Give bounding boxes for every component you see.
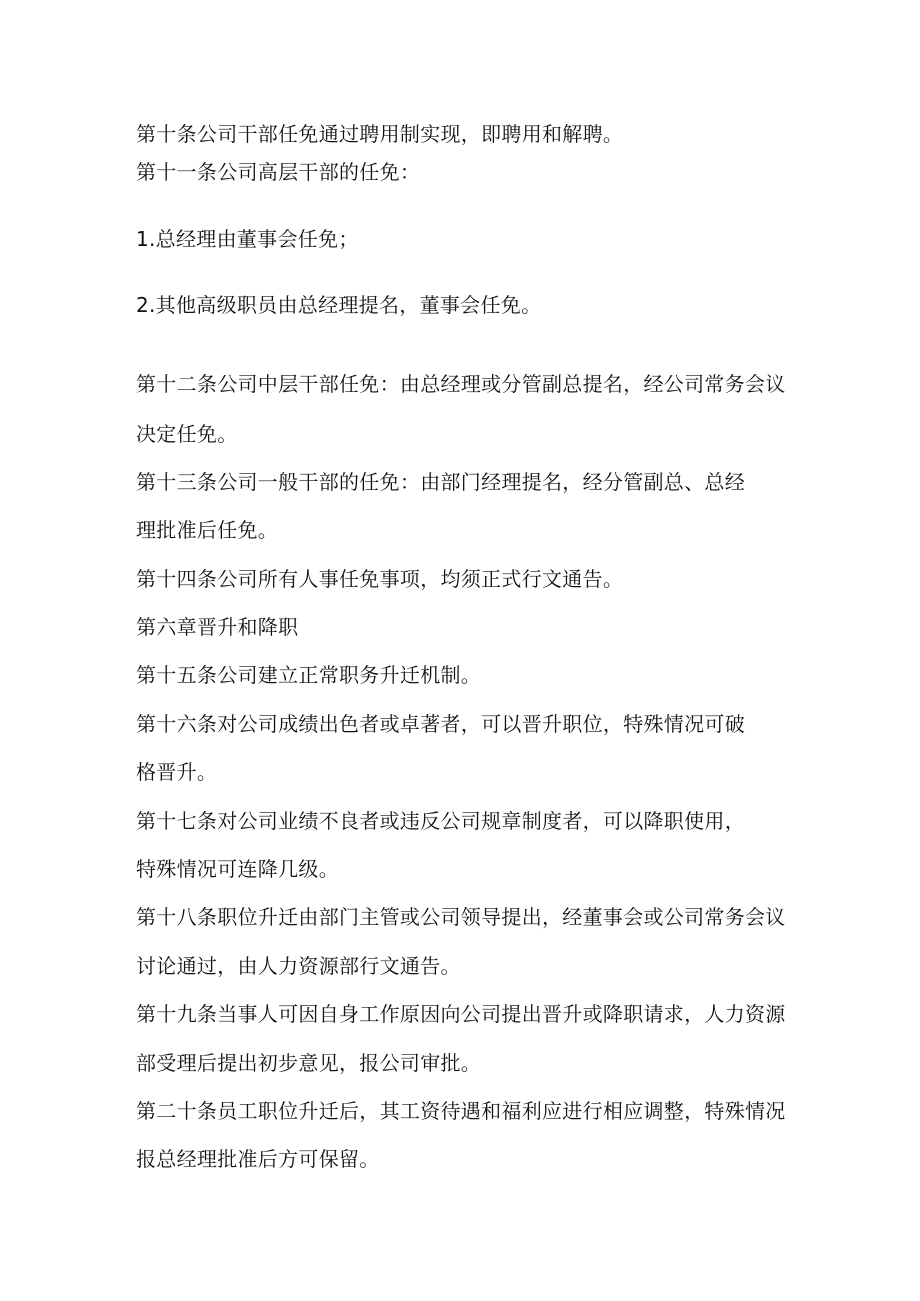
article-11-item-1: 1.总经理由董事会任免；: [136, 227, 359, 251]
article-19-line-1: 第十九条当事人可因自身工作原因向公司提出晋升或降职请求，人力资源: [136, 1002, 786, 1026]
article-18-line-2: 讨论通过，由人力资源部行文通告。: [136, 954, 461, 978]
article-16-line-2: 格晋升。: [136, 760, 218, 784]
article-12-line-2: 决定任免。: [136, 422, 238, 446]
chapter-6-heading: 第六章晋升和降职: [136, 615, 299, 639]
article-11-heading: 第十一条公司高层干部的任免：: [136, 160, 421, 184]
article-13-line-1: 第十三条公司一般干部的任免：由部门经理提名，经分管副总、总经: [136, 470, 745, 494]
article-15-line: 第十五条公司建立正常职务升迁机制。: [136, 663, 482, 687]
article-10-line: 第十条公司干部任免通过聘用制实现，即聘用和解聘。: [136, 122, 624, 146]
article-12-line-1: 第十二条公司中层干部任免：由总经理或分管副总提名，经公司常务会议: [136, 372, 786, 396]
article-17-line-1: 第十七条对公司业绩不良者或违反公司规章制度者，可以降职使用，: [136, 809, 745, 833]
article-20-line-2: 报总经理批准后方可保留。: [136, 1147, 380, 1171]
article-14-line: 第十四条公司所有人事任免事项，均须正式行文通告。: [136, 567, 624, 591]
article-19-line-2: 部受理后提出初步意见，报公司审批。: [136, 1051, 482, 1075]
article-11-item-2: 2.其他高级职员由总经理提名，董事会任免。: [136, 293, 542, 317]
article-16-line-1: 第十六条对公司成绩出色者或卓著者，可以晋升职位，特殊情况可破: [136, 712, 745, 736]
article-13-line-2: 理批准后任免。: [136, 518, 279, 542]
article-17-line-2: 特殊情况可连降几级。: [136, 857, 339, 881]
article-18-line-1: 第十八条职位升迁由部门主管或公司领导提出，经董事会或公司常务会议: [136, 905, 786, 929]
article-20-line-1: 第二十条员工职位升迁后，其工资待遇和福利应进行相应调整，特殊情况: [136, 1099, 786, 1123]
